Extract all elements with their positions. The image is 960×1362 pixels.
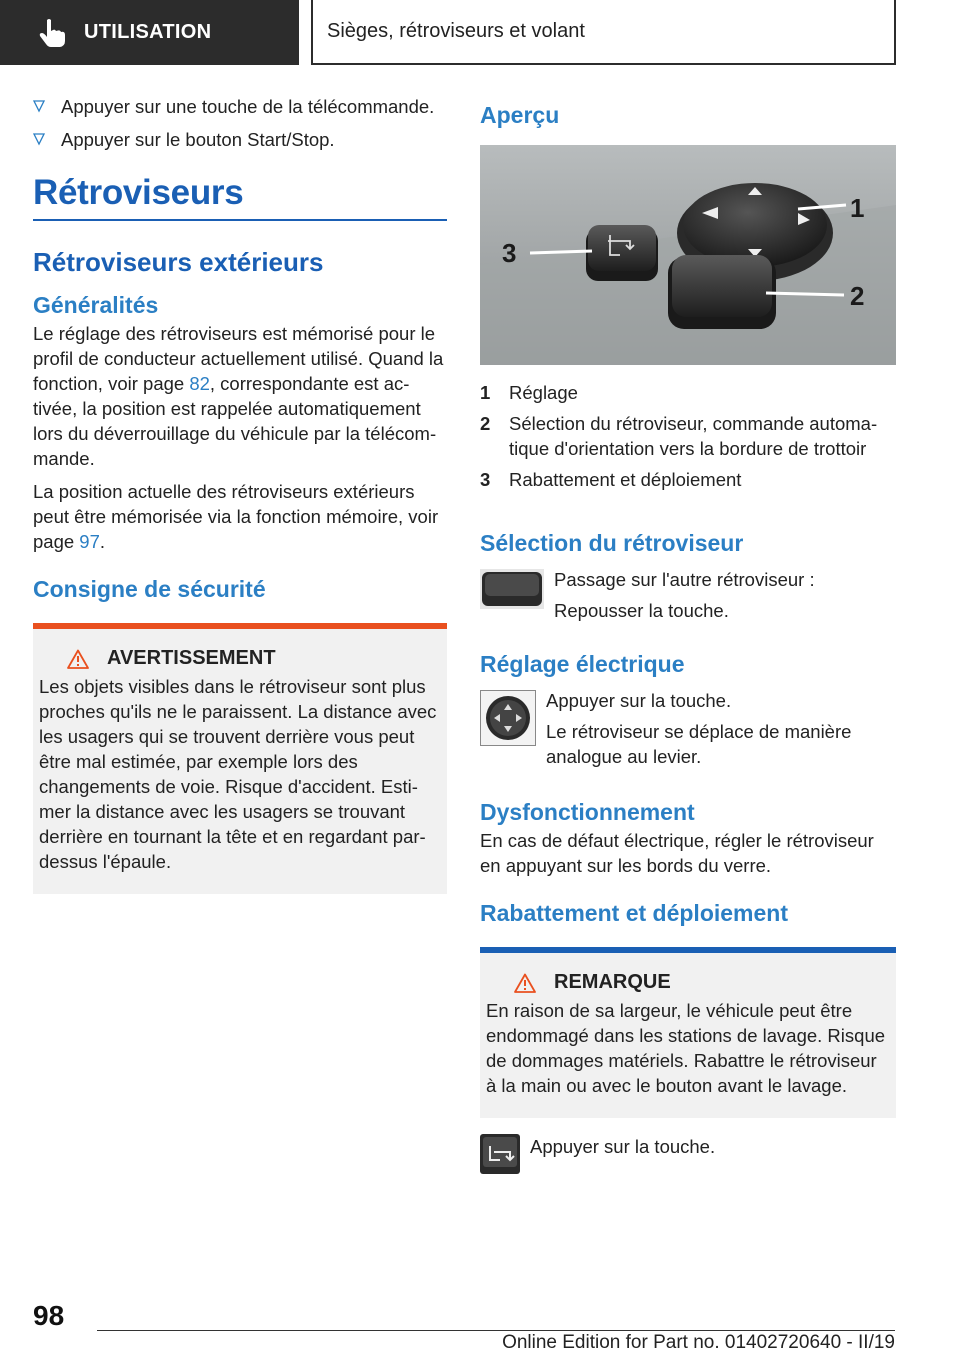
warning-triangle-icon <box>67 649 89 669</box>
mirror-select-button-icon <box>480 569 544 609</box>
photo-label-2: 2 <box>850 281 865 311</box>
hand-pointer-icon <box>38 18 66 48</box>
note-box <box>480 947 896 1118</box>
subsection-heading-select: Sélection du rétroviseur <box>480 530 744 556</box>
note-text: En raison de sa largeur, le véhicule peut être endommagé dans les stations de lavage. Risque de dommages matériels. Rabattre le rétroviseur à la main ou avec le bouton avant le lavage. <box>486 1000 886 1096</box>
triangle-bullet-icon <box>33 133 45 146</box>
warning-box <box>33 623 447 894</box>
subsection-heading-malfunction: Dysfonctionnement <box>480 799 695 825</box>
electric-text-2: Le rétroviseur se déplace de manière analogue au levier. <box>546 721 852 767</box>
warning-text: Les objets visibles dans le rétroviseur sont plus proches qu'ils ne le paraissent. La distance avec les usagers qui se trouvent derrière vous peut être mal estimée, par exemple lors des changements de voie. Risque d'accident. Estimer la distance avec les usagers se trouvant derrière en tournant la tête et en regardant par-dessus l'épaule. <box>39 676 437 872</box>
right-column <box>480 96 896 1174</box>
triangle-bullet-icon <box>33 100 45 113</box>
warning-triangle-icon <box>514 973 536 993</box>
footer-divider <box>97 1330 895 1331</box>
mirror-adjust-knob-icon <box>480 690 536 746</box>
legend-list <box>480 380 896 492</box>
photo-label-3: 3 <box>502 238 517 268</box>
fold-mirror-button-icon <box>480 1134 520 1174</box>
list-item: 1 Réglage <box>480 382 578 403</box>
electric-text-1: Appuyer sur la touche. <box>546 690 732 711</box>
mirror-control-photo <box>480 145 896 365</box>
page-link-82[interactable]: 82 <box>189 373 210 394</box>
page-title: Rétroviseurs <box>33 173 447 221</box>
list-item: 3 Rabattement et déploiement <box>480 469 742 490</box>
warning-title: AVERTISSEMENT <box>107 647 276 669</box>
subsection-heading-fold: Rabattement et déploiement <box>480 900 788 926</box>
footer-edition: Online Edition for Part no. 01402720640 - II/19 <box>502 1332 895 1353</box>
chapter-title: Sièges, rétroviseurs et volant <box>327 20 585 42</box>
malfunction-text: En cas de défaut électrique, régler le rétroviseur en appuyant sur les bords du verre. <box>480 830 874 876</box>
header-chapter <box>311 0 896 65</box>
general-paragraph-2: La position actuelle des rétroviseurs extérieurs peut être mémorisée via la fonction mémoire, voir page 97. <box>33 481 439 552</box>
general-paragraph-1: Le réglage des rétroviseurs est mémorisé pour le profil de conducteur actuellement utilisé. Quand la fonction, voir page 82, correspondante est activée, la position est rappelée automatiquement lors du déverrouillage du véhicule par la télécommande. <box>33 323 444 469</box>
select-text-2: Repousser la touche. <box>554 600 729 621</box>
fold-press-text: Appuyer sur la touche. <box>530 1136 716 1157</box>
photo-label-1: 1 <box>850 193 865 223</box>
section-heading: Rétroviseurs extérieurs <box>33 247 324 277</box>
list-item: 2 Sélection du rétroviseur, commande automatique d'orientation vers la bordure de trottoir <box>480 413 878 459</box>
select-text-1: Passage sur l'autre rétroviseur : <box>554 569 815 590</box>
subsection-heading-electric: Réglage électrique <box>480 651 685 677</box>
list-item: Appuyer sur une touche de la télécommande. <box>33 96 447 118</box>
subsection-heading-safety: Consigne de sécurité <box>33 576 266 602</box>
page-number: 98 <box>33 1300 65 1331</box>
list-item: Appuyer sur le bouton Start/Stop. <box>33 129 447 151</box>
left-column <box>33 96 447 894</box>
section-label: UTILISATION <box>84 21 212 43</box>
overview-heading: Aperçu <box>480 102 560 128</box>
page-link-97[interactable]: 97 <box>79 531 100 552</box>
note-title: REMARQUE <box>554 971 671 993</box>
subsection-heading-general: Généralités <box>33 292 159 318</box>
header-section-tab <box>0 0 299 65</box>
